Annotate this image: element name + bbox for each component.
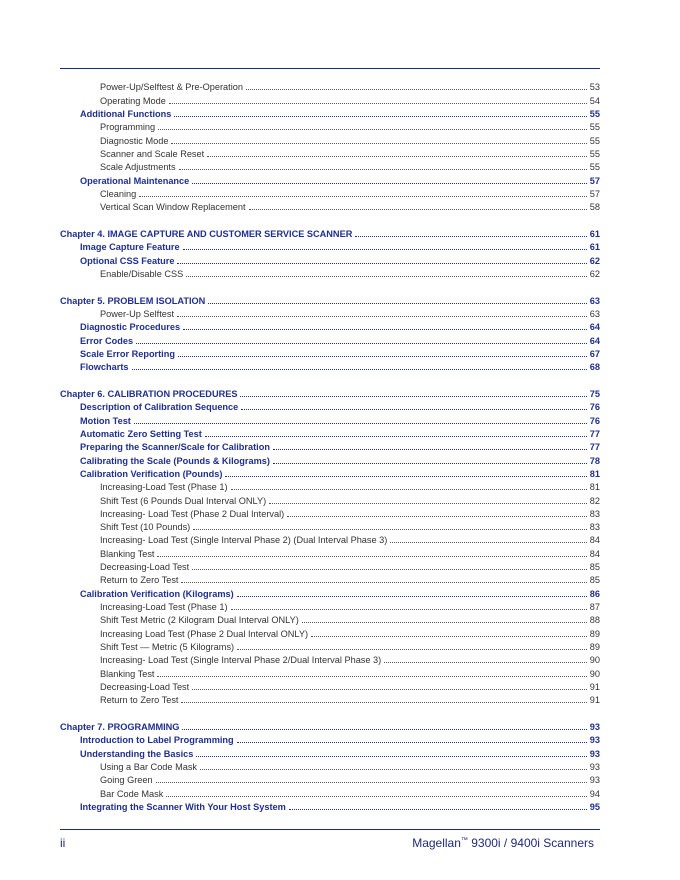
toc-entry-title: Shift Test (6 Pounds Dual Interval ONLY): [100, 495, 267, 506]
toc-entry-title: Chapter 4. IMAGE CAPTURE AND CUSTOMER SERVICE SCANNER: [60, 228, 353, 239]
section-spacer: [60, 213, 600, 226]
toc-section-entry[interactable]: [60, 107, 600, 120]
toc-section-entry[interactable]: [60, 320, 600, 333]
dot-leader: [179, 168, 587, 170]
toc-subsection-entry[interactable]: [60, 666, 600, 679]
dot-leader: [156, 781, 587, 783]
toc-subsection-entry[interactable]: [60, 200, 600, 213]
trademark-symbol: ™: [460, 837, 468, 844]
toc-entry-page: 93: [589, 762, 600, 773]
toc-subsection-entry[interactable]: [60, 600, 600, 613]
toc-entry-title: Optional CSS Feature: [80, 255, 175, 266]
toc-chapter-entry[interactable]: [60, 720, 600, 733]
dot-leader: [200, 768, 587, 770]
toc-subsection-entry[interactable]: [60, 680, 600, 693]
dot-leader: [171, 142, 586, 144]
toc-subsection-entry[interactable]: [60, 80, 600, 93]
toc-subsection-entry[interactable]: [60, 626, 600, 639]
toc-section-entry[interactable]: [60, 453, 600, 466]
dot-leader: [157, 675, 586, 677]
toc-entry-title: Bar Code Mask: [100, 788, 164, 799]
toc-entry-title: Preparing the Scanner/Scale for Calibration: [80, 442, 270, 453]
toc-subsection-entry[interactable]: [60, 307, 600, 320]
dot-leader: [183, 328, 587, 330]
toc-entry-title: Shift Test (10 Pounds): [100, 522, 191, 533]
toc-subsection-entry[interactable]: [60, 480, 600, 493]
toc-entry-title: Image Capture Feature: [80, 242, 180, 253]
toc-entry-page: 91: [589, 695, 600, 706]
dot-leader: [192, 568, 587, 570]
toc-entry-title: Operational Maintenance: [80, 175, 190, 186]
dot-leader: [231, 488, 587, 490]
toc-entry-page: 93: [589, 735, 600, 746]
toc-entry-title: Scale Error Reporting: [80, 348, 175, 359]
toc-subsection-entry[interactable]: [60, 560, 600, 573]
dot-leader: [183, 248, 587, 250]
footer-product: 9300i / 9400i Scanners: [467, 836, 594, 850]
toc-section-entry[interactable]: [60, 467, 600, 480]
section-spacer: [60, 280, 600, 293]
toc-entry-title: Description of Calibration Sequence: [80, 402, 239, 413]
toc-subsection-entry[interactable]: [60, 760, 600, 773]
dot-leader: [237, 595, 587, 597]
toc-entry-page: 68: [589, 362, 600, 373]
toc-chapter-entry[interactable]: [60, 227, 600, 240]
toc-entry-page: 55: [589, 122, 600, 133]
dot-leader: [231, 608, 587, 610]
dot-leader: [240, 395, 586, 397]
toc-entry-title: Power-Up Selftest: [100, 308, 175, 319]
toc-entry-title: Integrating the Scanner With Your Host System: [80, 802, 286, 813]
toc-subsection-entry[interactable]: [60, 613, 600, 626]
toc-subsection-entry[interactable]: [60, 520, 600, 533]
dot-leader: [273, 462, 587, 464]
toc-entry-page: 82: [589, 495, 600, 506]
toc-entry-page: 57: [589, 175, 600, 186]
toc-section-entry[interactable]: [60, 733, 600, 746]
toc-entry-page: 95: [589, 802, 600, 813]
toc-entry-title: Decreasing-Load Test: [100, 682, 190, 693]
footer-page-number: ii: [60, 836, 66, 850]
toc-subsection-entry[interactable]: [60, 786, 600, 799]
toc-subsection-entry[interactable]: [60, 493, 600, 506]
dot-leader: [273, 448, 587, 450]
toc-section-entry[interactable]: [60, 360, 600, 373]
footer-title: [412, 836, 594, 850]
dot-leader: [132, 368, 587, 370]
dot-leader: [196, 755, 586, 757]
dot-leader: [355, 235, 586, 237]
toc-entry-page: 84: [589, 548, 600, 559]
toc-entry-title: Increasing- Load Test (Phase 2 Dual Interval): [100, 508, 285, 519]
toc-entry-title: Automatic Zero Setting Test: [80, 428, 202, 439]
dot-leader: [237, 741, 587, 743]
toc-subsection-entry[interactable]: [60, 533, 600, 546]
toc-entry-title: Blanking Test: [100, 548, 155, 559]
toc-subsection-entry[interactable]: [60, 546, 600, 559]
dot-leader: [246, 88, 587, 90]
dot-leader: [192, 182, 587, 184]
toc-entry-page: 77: [589, 442, 600, 453]
toc-entry-title: Understanding the Basics: [80, 748, 194, 759]
dot-leader: [181, 581, 586, 583]
toc-section-entry[interactable]: [60, 240, 600, 253]
dot-leader: [158, 128, 587, 130]
toc-entry-title: Vertical Scan Window Replacement: [100, 202, 246, 213]
toc-entry-title: Using a Bar Code Mask: [100, 762, 198, 773]
toc-entry-title: Motion Test: [80, 415, 131, 426]
toc-section-entry[interactable]: [60, 347, 600, 360]
dot-leader: [177, 262, 586, 264]
toc-subsection-entry[interactable]: [60, 133, 600, 146]
section-spacer: [60, 706, 600, 719]
toc-entry-page: 85: [589, 575, 600, 586]
toc-entry-title: Scanner and Scale Reset: [100, 148, 205, 159]
toc-entry-title: Calibration Verification (Pounds): [80, 468, 223, 479]
toc-entry-page: 87: [589, 602, 600, 613]
toc-entry-title: Increasing-Load Test (Phase 1): [100, 482, 228, 493]
toc-entry-page: 54: [589, 95, 600, 106]
dot-leader: [390, 541, 586, 543]
toc-entry-title: Additional Functions: [80, 108, 172, 119]
toc-entry-title: Increasing- Load Test (Single Interval Phase 2/Dual Interval Phase 3): [100, 655, 382, 666]
toc-entry-page: 89: [589, 628, 600, 639]
toc-entry-title: Blanking Test: [100, 668, 155, 679]
toc-subsection-entry[interactable]: [60, 507, 600, 520]
dot-leader: [157, 555, 586, 557]
toc-entry-page: 90: [589, 655, 600, 666]
dot-leader: [169, 102, 587, 104]
toc-entry-title: Increasing-Load Test (Phase 1): [100, 602, 228, 613]
dot-leader: [181, 701, 586, 703]
toc-entry-page: 83: [589, 522, 600, 533]
toc-entry-page: 75: [589, 388, 600, 399]
header-rule: [60, 68, 600, 69]
dot-leader: [287, 515, 587, 517]
footer-rule: [60, 829, 600, 830]
toc-entry-page: 76: [589, 415, 600, 426]
dot-leader: [205, 435, 587, 437]
toc-entry-page: 91: [589, 682, 600, 693]
toc-entry-title: Power-Up/Selftest & Pre-Operation: [100, 82, 243, 93]
toc-entry-page: 84: [589, 535, 600, 546]
toc-entry-title: Shift Test — Metric (5 Kilograms): [100, 642, 235, 653]
dot-leader: [166, 795, 586, 797]
toc-entry-title: Chapter 5. PROBLEM ISOLATION: [60, 295, 206, 306]
toc-entry-title: Cleaning: [100, 188, 137, 199]
toc-entry-title: Return to Zero Test: [100, 695, 179, 706]
toc-entry-title: Calibrating the Scale (Pounds & Kilograms): [80, 455, 270, 466]
dot-leader: [249, 208, 587, 210]
toc-section-entry[interactable]: [60, 427, 600, 440]
toc-entry-page: 61: [589, 242, 600, 253]
toc-entry-title: Chapter 7. PROGRAMMING: [60, 722, 180, 733]
toc-entry-title: Scale Adjustments: [100, 162, 176, 173]
toc-section-entry[interactable]: [60, 173, 600, 186]
toc-entry-title: Diagnostic Procedures: [80, 322, 181, 333]
toc-entry-title: Flowcharts: [80, 362, 129, 373]
toc-entry-page: 93: [589, 722, 600, 733]
toc-subsection-entry[interactable]: [60, 267, 600, 280]
toc-entry-title: Increasing- Load Test (Single Interval Phase 2) (Dual Interval Phase 3): [100, 535, 388, 546]
toc-entry-page: 77: [589, 428, 600, 439]
toc-section-entry[interactable]: [60, 253, 600, 266]
toc-subsection-entry[interactable]: [60, 147, 600, 160]
toc-entry-title: Increasing Load Test (Phase 2 Dual Interval ONLY): [100, 628, 309, 639]
toc-entry-title: Return to Zero Test: [100, 575, 179, 586]
toc-entry-page: 89: [589, 642, 600, 653]
toc-entry-title: Introduction to Label Programming: [80, 735, 234, 746]
toc-entry-title: Chapter 6. CALIBRATION PROCEDURES: [60, 388, 238, 399]
dot-leader: [207, 155, 587, 157]
toc-chapter-entry[interactable]: [60, 387, 600, 400]
dot-leader: [177, 315, 587, 317]
toc-entry-page: 62: [589, 268, 600, 279]
toc-chapter-entry[interactable]: [60, 293, 600, 306]
toc-entry-page: 85: [589, 562, 600, 573]
toc-entry-page: 90: [589, 668, 600, 679]
toc-entry-title: Going Green: [100, 775, 153, 786]
toc-subsection-entry[interactable]: [60, 93, 600, 106]
toc-entry-page: 64: [589, 335, 600, 346]
toc-entry-title: Error Codes: [80, 335, 134, 346]
toc-entry-title: Diagnostic Mode: [100, 135, 169, 146]
dot-leader: [136, 342, 587, 344]
toc-entry-page: 55: [589, 135, 600, 146]
toc-entry-title: Programming: [100, 122, 156, 133]
dot-leader: [193, 528, 587, 530]
toc-subsection-entry[interactable]: [60, 160, 600, 173]
dot-leader: [174, 115, 586, 117]
toc-subsection-entry[interactable]: [60, 187, 600, 200]
toc-entry-page: 64: [589, 322, 600, 333]
dot-leader: [186, 275, 587, 277]
dot-leader: [182, 728, 586, 730]
toc-section-entry[interactable]: [60, 413, 600, 426]
toc-subsection-entry[interactable]: [60, 653, 600, 666]
dot-leader: [302, 621, 587, 623]
toc-subsection-entry[interactable]: [60, 640, 600, 653]
toc-subsection-entry[interactable]: [60, 773, 600, 786]
toc-section-entry[interactable]: [60, 440, 600, 453]
toc-entry-title: Decreasing-Load Test: [100, 562, 190, 573]
dot-leader: [241, 408, 587, 410]
toc-entry-title: Shift Test Metric (2 Kilogram Dual Interval ONLY): [100, 615, 299, 626]
toc-entry-page: 58: [589, 202, 600, 213]
toc-subsection-entry[interactable]: [60, 120, 600, 133]
toc-entry-page: 67: [589, 348, 600, 359]
toc-entry-page: 86: [589, 588, 600, 599]
footer-brand: Magellan: [412, 836, 461, 850]
toc-entry-page: 55: [589, 108, 600, 119]
toc-entry-page: 55: [589, 162, 600, 173]
table-of-contents: [60, 80, 600, 813]
dot-leader: [384, 661, 587, 663]
toc-entry-page: 61: [589, 228, 600, 239]
toc-entry-page: 81: [589, 482, 600, 493]
toc-entry-page: 63: [589, 295, 600, 306]
toc-entry-page: 53: [589, 82, 600, 93]
toc-entry-page: 94: [589, 788, 600, 799]
toc-entry-page: 55: [589, 148, 600, 159]
toc-entry-title: Enable/Disable CSS: [100, 268, 184, 279]
dot-leader: [269, 502, 587, 504]
toc-entry-title: Operating Mode: [100, 95, 166, 106]
toc-subsection-entry[interactable]: [60, 573, 600, 586]
toc-section-entry[interactable]: [60, 333, 600, 346]
toc-section-entry[interactable]: [60, 800, 600, 813]
toc-section-entry[interactable]: [60, 400, 600, 413]
dot-leader: [237, 648, 587, 650]
toc-entry-page: 62: [589, 255, 600, 266]
toc-entry-page: 78: [589, 455, 600, 466]
dot-leader: [192, 688, 587, 690]
dot-leader: [139, 195, 587, 197]
toc-entry-page: 57: [589, 188, 600, 199]
toc-entry-page: 93: [589, 748, 600, 759]
toc-entry-page: 88: [589, 615, 600, 626]
toc-subsection-entry[interactable]: [60, 693, 600, 706]
dot-leader: [289, 808, 587, 810]
toc-entry-page: 83: [589, 508, 600, 519]
section-spacer: [60, 373, 600, 386]
dot-leader: [134, 422, 587, 424]
toc-section-entry[interactable]: [60, 746, 600, 759]
dot-leader: [225, 475, 586, 477]
toc-section-entry[interactable]: [60, 586, 600, 599]
dot-leader: [178, 355, 587, 357]
dot-leader: [311, 635, 587, 637]
dot-leader: [208, 302, 586, 304]
toc-entry-page: 63: [589, 308, 600, 319]
toc-entry-page: 93: [589, 775, 600, 786]
toc-entry-page: 76: [589, 402, 600, 413]
toc-entry-title: Calibration Verification (Kilograms): [80, 588, 234, 599]
toc-entry-page: 81: [589, 468, 600, 479]
